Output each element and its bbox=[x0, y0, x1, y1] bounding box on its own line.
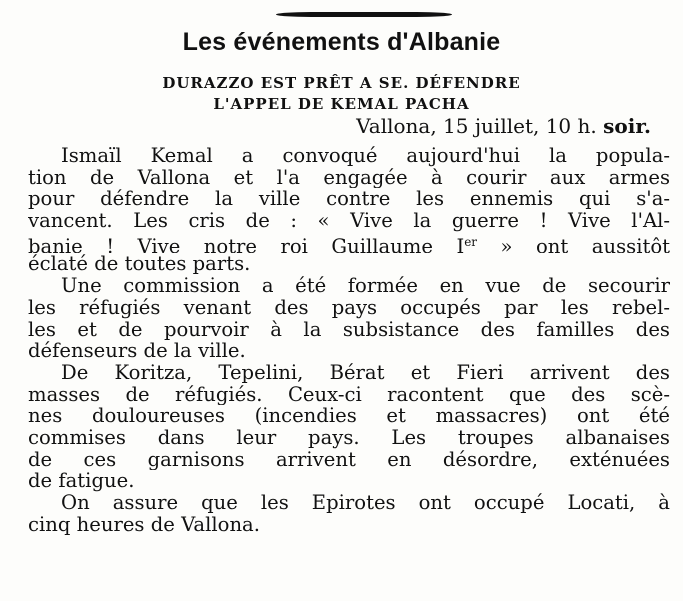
body-line: de ces garnisons arrivent en désordre, exténuées bbox=[28, 448, 670, 471]
body-line: Une commission a été formée en vue de secourir bbox=[61, 275, 670, 297]
body-line: masses de réfugiés. Ceux-ci racontent que des scè- bbox=[28, 383, 670, 406]
cut-off-bottom-text bbox=[360, 590, 660, 601]
body-line: tion de Vallona et l'a engagée à courir aux armes bbox=[28, 166, 670, 189]
body-line: les réfugiés venant des pays occupés par les rebel- bbox=[28, 296, 670, 319]
body-line: nes douloureuses (incendies et massacres) ont été bbox=[28, 405, 670, 427]
body-line: défenseurs de la ville. bbox=[28, 340, 246, 362]
body-line: vancent. Les cris de : « Vive la guerre ! Vive l'Al- bbox=[28, 210, 670, 232]
body-line: commises dans leur pays. Les troupes albanaises bbox=[28, 426, 670, 449]
body-line: éclaté de toutes parts. bbox=[28, 253, 251, 276]
body-line: On assure que les Epirotes ont occupé Locati, à bbox=[61, 492, 670, 514]
decorative-rule bbox=[276, 12, 452, 17]
dateline-time-suffix: soir. bbox=[603, 114, 651, 138]
body-line-part: » ont aussitôt bbox=[477, 234, 670, 254]
superscript-er: er bbox=[464, 234, 478, 249]
headline: Les événements d'Albanie bbox=[182, 28, 501, 56]
body-line: cinq heures de Vallona. bbox=[28, 513, 260, 536]
dateline-place-date: Vallona, 15 juillet, 10 h. bbox=[356, 114, 597, 138]
subhead-kemal: L'APPEL DE KEMAL PACHA bbox=[213, 95, 470, 113]
dateline bbox=[356, 114, 651, 138]
body-line: de fatigue. bbox=[28, 470, 135, 492]
body-line: les et de pourvoir à la subsistance des familles des bbox=[28, 318, 670, 341]
body-line: De Koritza, Tepelini, Bérat et Fieri arrivent des bbox=[61, 361, 670, 384]
article-body bbox=[28, 145, 670, 535]
body-line-part: banie ! Vive notre roi Guillaume I bbox=[28, 234, 465, 254]
body-line: pour défendre la ville contre les ennemis qui s'a- bbox=[28, 188, 670, 211]
body-line-with-superscript bbox=[28, 232, 670, 254]
body-line: Ismaïl Kemal a convoqué aujourd'hui la popula- bbox=[61, 145, 670, 167]
subhead-durazzo: DURAZZO EST PRÊT A SE. DÉFENDRE bbox=[162, 74, 521, 92]
cut-off-top-text bbox=[0, 0, 683, 12]
